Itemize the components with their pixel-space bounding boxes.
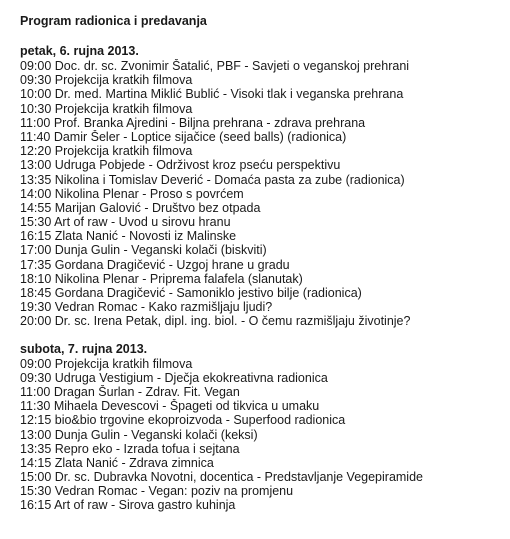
schedule-entry: 15:00 Dr. sc. Dubravka Novotni, docentica - Predstavljanje Vegepiramide bbox=[20, 470, 423, 485]
schedule-list-friday bbox=[20, 59, 505, 329]
schedule-entry: 12:20 Projekcija kratkih filmova bbox=[20, 144, 193, 159]
schedule-entry: 09:00 Doc. dr. sc. Zvonimir Šatalić, PBF - Savjeti o veganskoj prehrani bbox=[20, 59, 410, 73]
schedule-entry: 18:45 Gordana Dragičević - Samoniklo jestivo bilje (radionica) bbox=[20, 286, 362, 300]
schedule-entry: 09:00 Projekcija kratkih filmova bbox=[20, 356, 193, 371]
day-section-friday bbox=[20, 44, 505, 329]
schedule-list-saturday bbox=[20, 357, 505, 513]
schedule-entry: 16:15 Art of raw - Sirova gastro kuhinja bbox=[20, 498, 236, 513]
schedule-entry: 09:30 Udruga Vestigium - Dječja ekokreativna radionica bbox=[20, 370, 328, 385]
schedule-entry: 14:00 Nikolina Plenar - Proso s povrćem bbox=[20, 186, 244, 201]
schedule-entry: 20:00 Dr. sc. Irena Petak, dipl. ing. biol. - O čemu razmišljaju životinje? bbox=[20, 314, 411, 329]
schedule-entry: 11:30 Mihaela Devescovi - Špageti od tikvica u umaku bbox=[20, 399, 320, 414]
schedule-entry: 15:30 Art of raw - Uvod u sirovu hranu bbox=[20, 215, 231, 230]
program-document bbox=[20, 14, 505, 513]
schedule-entry: 19:30 Vedran Romac - Kako razmišljaju ljudi? bbox=[20, 300, 273, 315]
schedule-entry: 11:40 Damir Šeler - Loptice sijačice (seed balls) (radionica) bbox=[20, 129, 347, 144]
day-heading-friday: petak, 6. rujna 2013. bbox=[20, 44, 139, 58]
day-section-saturday bbox=[20, 342, 505, 513]
schedule-entry: 13:00 Udruga Pobjede - Održivost kroz pseću perspektivu bbox=[20, 158, 341, 173]
schedule-entry: 11:00 Prof. Branka Ajredini - Biljna prehrana - zdrava prehrana bbox=[20, 115, 366, 130]
day-heading-saturday: subota, 7. rujna 2013. bbox=[20, 341, 148, 356]
schedule-entry: 14:55 Marijan Galović - Društvo bez otpada bbox=[20, 200, 261, 215]
schedule-entry: 17:35 Gordana Dragičević - Uzgoj hrane u gradu bbox=[20, 257, 290, 272]
schedule-entry: 15:30 Vedran Romac - Vegan: poziv na promjenu bbox=[20, 484, 294, 499]
schedule-entry: 13:35 Repro eko - Izrada tofua i sejtana bbox=[20, 441, 240, 456]
schedule-entry: 16:15 Zlata Nanić - Novosti iz Malinske bbox=[20, 229, 237, 244]
document-title: Program radionica i predavanja bbox=[20, 14, 207, 28]
schedule-entry: 10:30 Projekcija kratkih filmova bbox=[20, 101, 193, 116]
schedule-entry: 18:10 Nikolina Plenar - Priprema falafela (slanutak) bbox=[20, 271, 303, 286]
schedule-entry: 10:00 Dr. med. Martina Miklić Bublić - Visoki tlak i veganska prehrana bbox=[20, 87, 404, 102]
schedule-entry: 17:00 Dunja Gulin - Veganski kolači (biskviti) bbox=[20, 243, 267, 258]
schedule-entry: 14:15 Zlata Nanić - Zdrava zimnica bbox=[20, 455, 214, 470]
schedule-entry: 11:00 Dragan Šurlan - Zdrav. Fit. Vegan bbox=[20, 384, 240, 399]
schedule-entry: 12:15 bio&bio trgovine ekoproizvoda - Superfood radionica bbox=[20, 413, 346, 428]
schedule-entry: 13:00 Dunja Gulin - Veganski kolači (keksi) bbox=[20, 427, 258, 442]
schedule-entry: 09:30 Projekcija kratkih filmova bbox=[20, 73, 193, 88]
schedule-entry: 13:35 Nikolina i Tomislav Deverić - Domaća pasta za zube (radionica) bbox=[20, 172, 405, 187]
